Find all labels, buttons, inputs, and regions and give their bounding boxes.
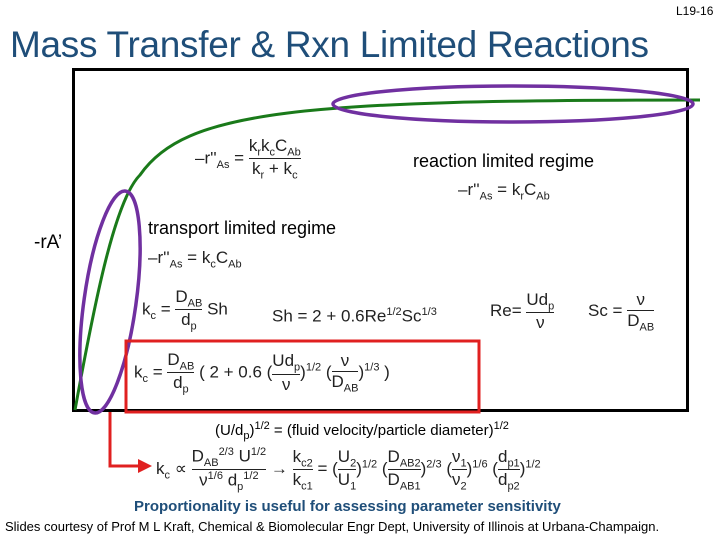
slide-number: L19-16: [676, 4, 714, 18]
kc-full-expression: $k_c$ = $\frac{D_{AB}}{d_p}$ ( 2 + 0.6 ( $\frac{Ud_p}{\nu}$ )$^{1/2}$ ( $\frac{\nu}{D_{AB}}$ )$^{1/3}$ ): [134, 350, 390, 396]
schmidt-number: Sc = $\frac{\nu}{D_{AB}}$: [588, 290, 655, 334]
velocity-diameter-note: $(U/d_p)^{1/2}$ = (fluid velocity/particle diameter)$^{1/2}$: [215, 420, 509, 442]
transport-limited-label: transport limited regime: [148, 218, 337, 238]
proportionality-expression: $k_c$ ∝ $\frac{D_{AB}^{2/3} U^{1/2}}{\nu^{1/6} d_p^{1/2}}$ → $\frac{k_{c2}}{k_{c1}}$ = ( $\frac{U_2}{U_1}$ )$^{1/2}$ ( $\frac{D_{AB2}}{D_{AB1}}$ )$^{2/3}$ ( $\frac{\nu_1}{\nu_2}$ )$^{1/6}$ ( $\frac{d_{p1}}{d_{p2}}$ )$^{1/2}$: [156, 446, 541, 494]
slide-credits: Slides courtesy of Prof M L Kraft, Chemical & Biomolecular Engr Dept, University of Illinois at Urbana-Champaign.: [5, 519, 660, 534]
proportionality-arrow: [110, 412, 142, 466]
y-axis-label: -rA’: [34, 232, 63, 253]
reynolds-number: Re= $\frac{Ud_p}{\nu}$: [490, 290, 555, 333]
transport-limited-equation: $-r''_{As} = k_cC_{Ab}$: [148, 248, 242, 271]
slide-title: Mass Transfer & Rxn Limited Reactions: [10, 24, 649, 65]
sherwood-correlation: $Sh = 2 + 0.6Re^{1/2}Sc^{1/3}$: [272, 306, 437, 326]
reaction-limited-label: reaction limited regime: [413, 151, 595, 171]
kc-sherwood-equation: $k_c$ = $\frac{D_{AB}}{d_p}$ Sh: [142, 287, 228, 333]
overall-rate-equation: $-r''_{As}$ = $\frac{k_rk_cC_{Ab}}{k_r + k_c}$: [195, 136, 301, 182]
reaction-limited-equation: $-r''_{As} = k_rC_{Ab}$: [458, 180, 550, 203]
arrow-head: [138, 459, 152, 473]
proportionality-caption: Proportionality is useful for assessing parameter sensitivity: [134, 498, 561, 515]
